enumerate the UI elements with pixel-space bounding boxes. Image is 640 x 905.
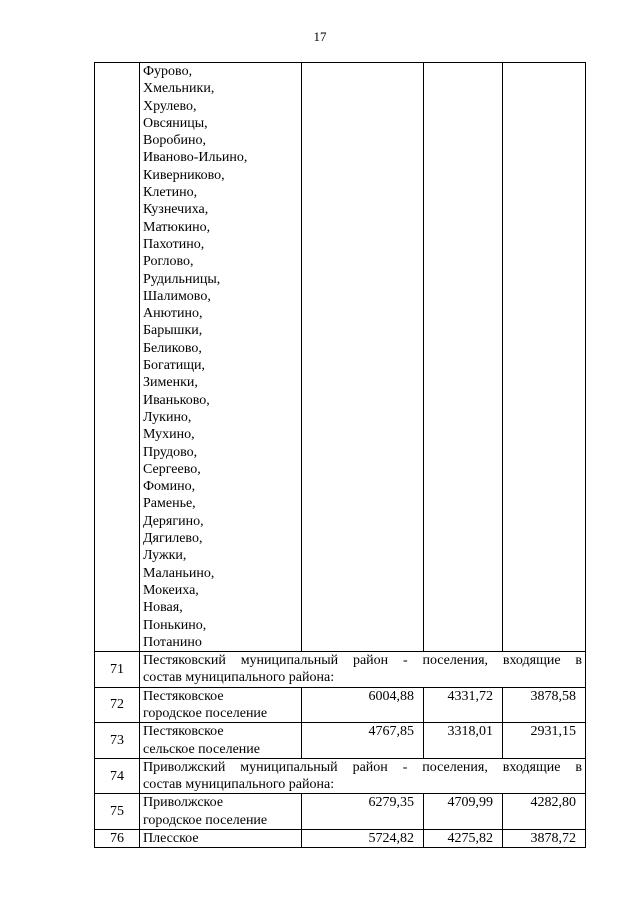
settlement-name: Приволжское городское поселение	[140, 794, 302, 830]
row-number: 75	[95, 794, 140, 830]
tariff-table	[94, 62, 586, 848]
village-name: Роглово,	[143, 254, 194, 270]
village-name: Сергеево,	[143, 461, 201, 477]
value-3: 3878,58	[503, 687, 586, 723]
value-3: 4282,80	[503, 794, 586, 830]
table-row	[95, 830, 586, 848]
village-name: Маланьино,	[143, 565, 215, 581]
village-name: Прудово,	[143, 444, 198, 460]
village-name: Мухино,	[143, 427, 195, 443]
table-row-continued	[95, 63, 586, 652]
village-name: Анютино,	[143, 306, 203, 322]
village-name: Фомино,	[143, 479, 196, 495]
row-number: 73	[95, 723, 140, 759]
village-name: Богатищи,	[143, 358, 206, 374]
village-name: Лукино,	[143, 409, 192, 425]
value-1: 6004,88	[302, 687, 424, 723]
settlement-name: Пестяковское городское поселение	[140, 687, 302, 723]
value-2: 4331,72	[424, 687, 503, 723]
village-name: Мокеиха,	[143, 582, 199, 598]
row-number: 71	[95, 652, 140, 688]
village-name: Рудильницы,	[143, 271, 221, 287]
village-name: Иваново-Ильино,	[143, 150, 248, 166]
settlement-name: Пестяковское сельское поселение	[140, 723, 302, 759]
village-name: Воробино,	[143, 133, 206, 149]
district-heading: Приволжский муниципальный район - поселения, входящие в состав муниципального района:	[140, 758, 586, 794]
row-number: 72	[95, 687, 140, 723]
row-number: 76	[95, 830, 140, 848]
village-name: Понькино,	[143, 617, 207, 633]
village-name: Барышки,	[143, 323, 203, 339]
row-number: 74	[95, 758, 140, 794]
village-name: Потанино	[143, 634, 202, 650]
village-name: Фурово,	[143, 64, 193, 79]
settlement-name: Плесское	[140, 830, 302, 848]
village-name: Кузнечиха,	[143, 202, 209, 218]
village-name: Хрулево,	[143, 98, 197, 114]
page-number: 17	[313, 29, 327, 44]
village-name: Дерягино,	[143, 513, 204, 529]
village-name: Новая,	[143, 600, 183, 616]
village-name: Лужки,	[143, 548, 187, 564]
row-number-cell	[95, 63, 140, 652]
district-heading: Пестяковский муниципальный район - поселения, входящие в состав муниципального района:	[140, 652, 586, 688]
table-row	[95, 794, 586, 830]
village-name: Беликово,	[143, 340, 202, 356]
value-1: 6279,35	[302, 794, 424, 830]
village-name: Иваньково,	[143, 392, 210, 408]
value-1: 5724,82	[302, 830, 424, 848]
village-name: Зименки,	[143, 375, 198, 391]
value-3: 3878,72	[503, 830, 586, 848]
value-2: 4275,82	[424, 830, 503, 848]
table-row	[95, 687, 586, 723]
village-name: Дягилево,	[143, 531, 203, 547]
table-row	[95, 723, 586, 759]
value-3: 2931,15	[503, 723, 586, 759]
table-row	[95, 758, 586, 794]
village-name: Овсяницы,	[143, 115, 208, 131]
table-row	[95, 652, 586, 688]
value-2: 4709,99	[424, 794, 503, 830]
village-name: Хмельники,	[143, 81, 215, 97]
village-name: Клетино,	[143, 185, 198, 201]
village-list-cell	[140, 63, 302, 652]
village-name: Шалимово,	[143, 288, 211, 304]
village-name: Киверниково,	[143, 167, 225, 183]
value-1: 4767,85	[302, 723, 424, 759]
value-2: 3318,01	[424, 723, 503, 759]
village-name: Матюкино,	[143, 219, 211, 235]
village-name: Раменье,	[143, 496, 196, 512]
village-name: Пахотино,	[143, 236, 205, 252]
